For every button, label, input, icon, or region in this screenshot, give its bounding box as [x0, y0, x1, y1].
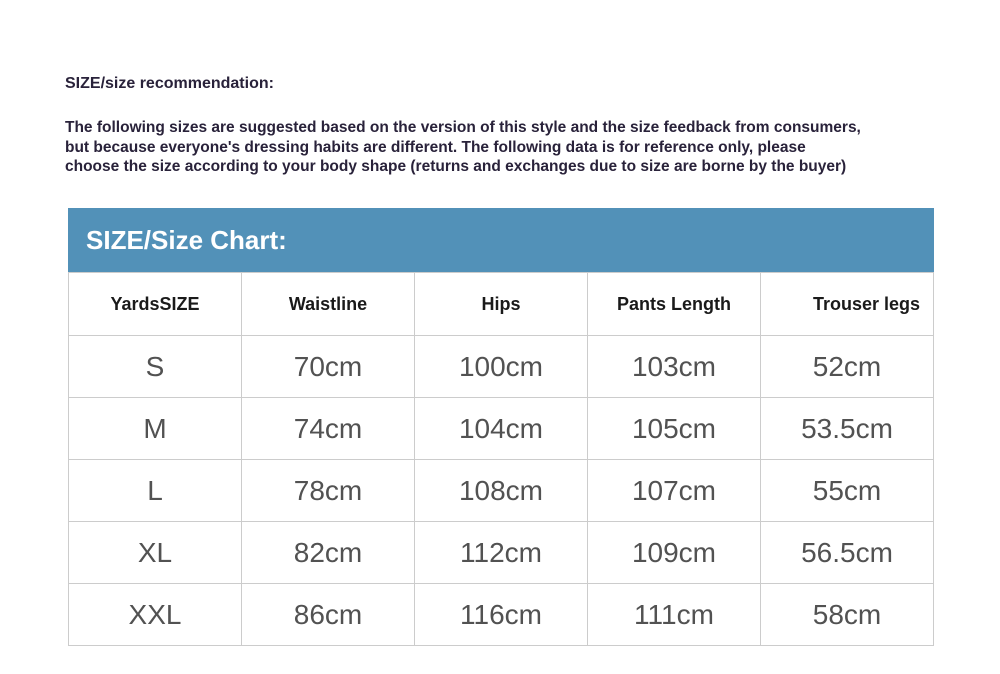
waistline-cell: 70cm — [242, 336, 415, 398]
trouser-legs-cell: 58cm — [761, 584, 934, 646]
hips-cell: 108cm — [415, 460, 588, 522]
size-cell: M — [69, 398, 242, 460]
size-chart-title: SIZE/Size Chart: — [86, 224, 287, 255]
table-row-xxl — [69, 584, 934, 646]
intro-line: choose the size according to your body shape (returns and exchanges due to size are borne by the buyer) — [65, 158, 847, 175]
waistline-cell: 82cm — [242, 522, 415, 584]
waistline-cell: 74cm — [242, 398, 415, 460]
waistline-cell: 86cm — [242, 584, 415, 646]
intro-line: but because everyone's dressing habits are different. The following data is for reference only, please — [65, 138, 806, 156]
column-header-pants-length: Pants Length — [588, 273, 761, 336]
trouser-legs-cell: 53.5cm — [761, 398, 934, 460]
table-row-m — [69, 398, 934, 460]
pants-length-cell: 103cm — [588, 336, 761, 398]
pants-length-cell: 105cm — [588, 398, 761, 460]
column-header-yards-size: YardsSIZE — [69, 273, 242, 336]
pants-length-cell: 109cm — [588, 522, 761, 584]
size-chart-table — [68, 272, 934, 646]
table-row-s — [69, 336, 934, 398]
hips-cell: 112cm — [415, 522, 588, 584]
column-header-hips: Hips — [415, 273, 588, 336]
hips-cell: 104cm — [415, 398, 588, 460]
size-recommendation-heading: SIZE/size recommendation: — [65, 75, 274, 92]
hips-cell: 116cm — [415, 584, 588, 646]
table-row-xl — [69, 522, 934, 584]
trouser-legs-cell: 55cm — [761, 460, 934, 522]
size-cell: XXL — [69, 584, 242, 646]
size-cell: XL — [69, 522, 242, 584]
trouser-legs-cell: 56.5cm — [761, 522, 934, 584]
size-recommendation-text — [65, 118, 861, 177]
size-cell: L — [69, 460, 242, 522]
hips-cell: 100cm — [415, 336, 588, 398]
column-header-trouser-legs: Trouser legs — [761, 273, 934, 336]
pants-length-cell: 107cm — [588, 460, 761, 522]
size-cell: S — [69, 336, 242, 398]
intro-line: The following sizes are suggested based on the version of this style and the size feedback from consumers, — [65, 119, 861, 136]
size-chart-title-bar — [68, 208, 934, 272]
pants-length-cell: 111cm — [588, 584, 761, 646]
table-header-row — [69, 273, 934, 336]
trouser-legs-cell: 52cm — [761, 336, 934, 398]
waistline-cell: 78cm — [242, 460, 415, 522]
size-chart-section — [68, 208, 934, 646]
column-header-waistline: Waistline — [242, 273, 415, 336]
table-row-l — [69, 460, 934, 522]
